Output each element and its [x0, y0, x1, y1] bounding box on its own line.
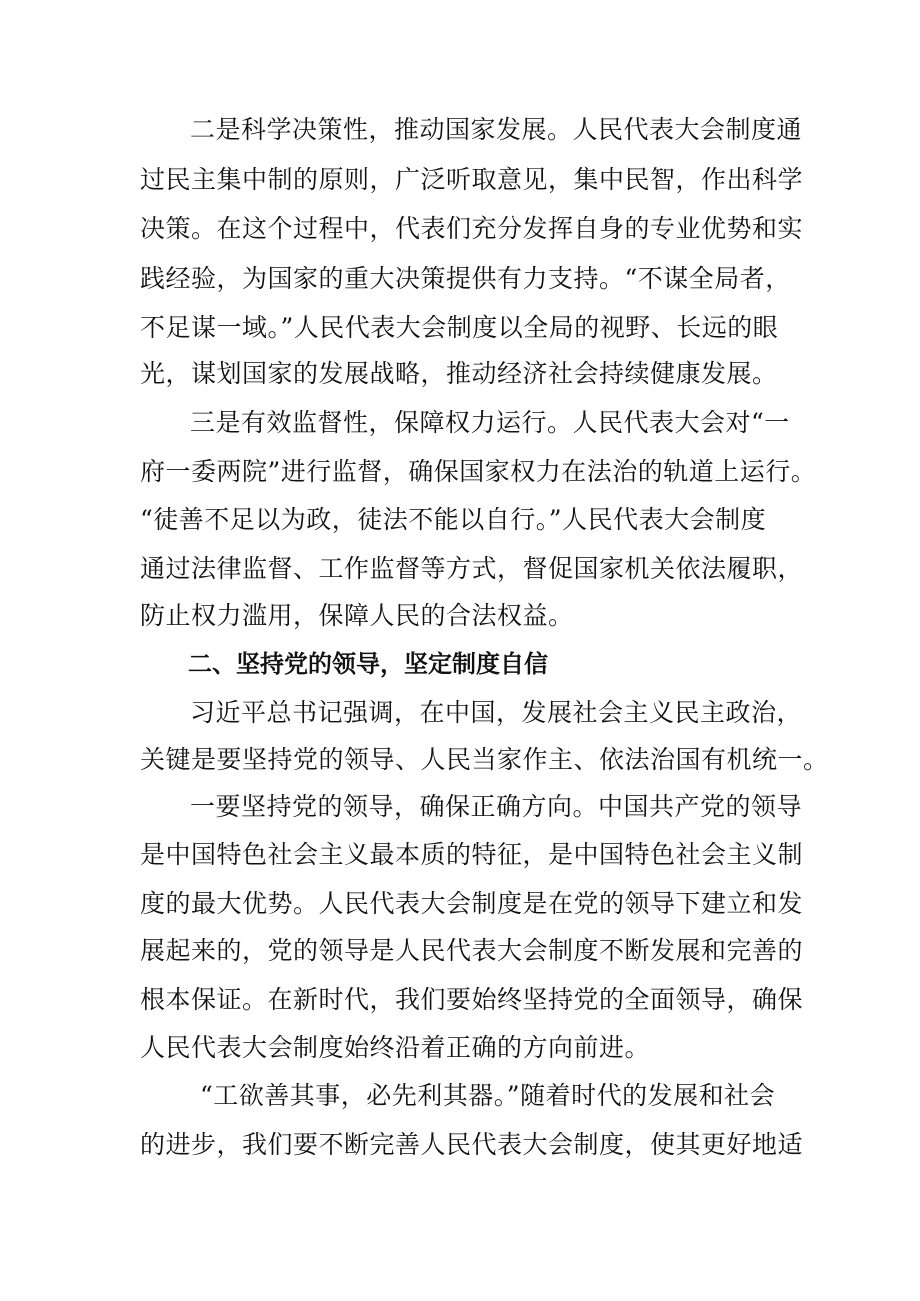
- paragraph-line: 根本保证。在新时代，我们要始终坚持党的全面领导，确保: [140, 985, 804, 1014]
- paragraph-line: 府一委两院”进行监督，确保国家权力在法治的轨道上运行。: [140, 457, 817, 486]
- paragraph-line: 度的最大优势。人民代表大会制度是在党的领导下建立和发: [140, 889, 804, 918]
- paragraph-line: 光，谋划国家的发展战略，推动经济社会持续健康发展。: [140, 359, 778, 388]
- paragraph-line: 展起来的，党的领导是人民代表大会制度不断发展和完善的: [140, 936, 804, 965]
- paragraph-line: 二是科学决策性，推动国家发展。人民代表大会制度通: [190, 115, 803, 144]
- paragraph-line: “徒善不足以为政，徒法不能以自行。”人民代表大会制度: [140, 505, 767, 534]
- paragraph-line: 三是有效监督性，保障权力运行。人民代表大会对“一: [190, 408, 790, 437]
- paragraph-line: 的进步，我们要不断完善人民代表大会制度，使其更好地适: [140, 1130, 804, 1159]
- paragraph-line: 践经验，为国家的重大决策提供有力支持。“不谋全局者，: [140, 264, 791, 293]
- paragraph-line: 人民代表大会制度始终沿着正确的方向前进。: [140, 1033, 651, 1062]
- paragraph-line: 一要坚持党的领导，确保正确方向。中国共产党的领导: [190, 792, 803, 821]
- paragraph-line: 过民主集中制的原则，广泛听取意见，集中民智，作出科学: [140, 165, 804, 194]
- paragraph-line: 关键是要坚持党的领导、人民当家作主、依法治国有机统一。: [140, 745, 829, 774]
- paragraph-line: 不足谋一域。”人民代表大会制度以全局的视野、长远的眼: [140, 313, 779, 342]
- paragraph-line: 通过法律监督、工作监督等方式，督促国家机关依法履职，: [140, 554, 804, 583]
- paragraph-line: “工欲善其事，必先利其器。”随着时代的发展和社会: [200, 1081, 776, 1110]
- paragraph-line: 防止权力滥用，保障人民的合法权益。: [140, 601, 574, 630]
- paragraph-line: 是中国特色社会主义最本质的特征，是中国特色社会主义制: [140, 840, 804, 869]
- section-heading: 二、坚持党的领导，坚定制度自信: [188, 650, 548, 678]
- paragraph-line: 习近平总书记强调，在中国，发展社会主义民主政治，: [190, 698, 803, 727]
- paragraph-line: 决策。在这个过程中，代表们充分发挥自身的专业优势和实: [140, 214, 804, 243]
